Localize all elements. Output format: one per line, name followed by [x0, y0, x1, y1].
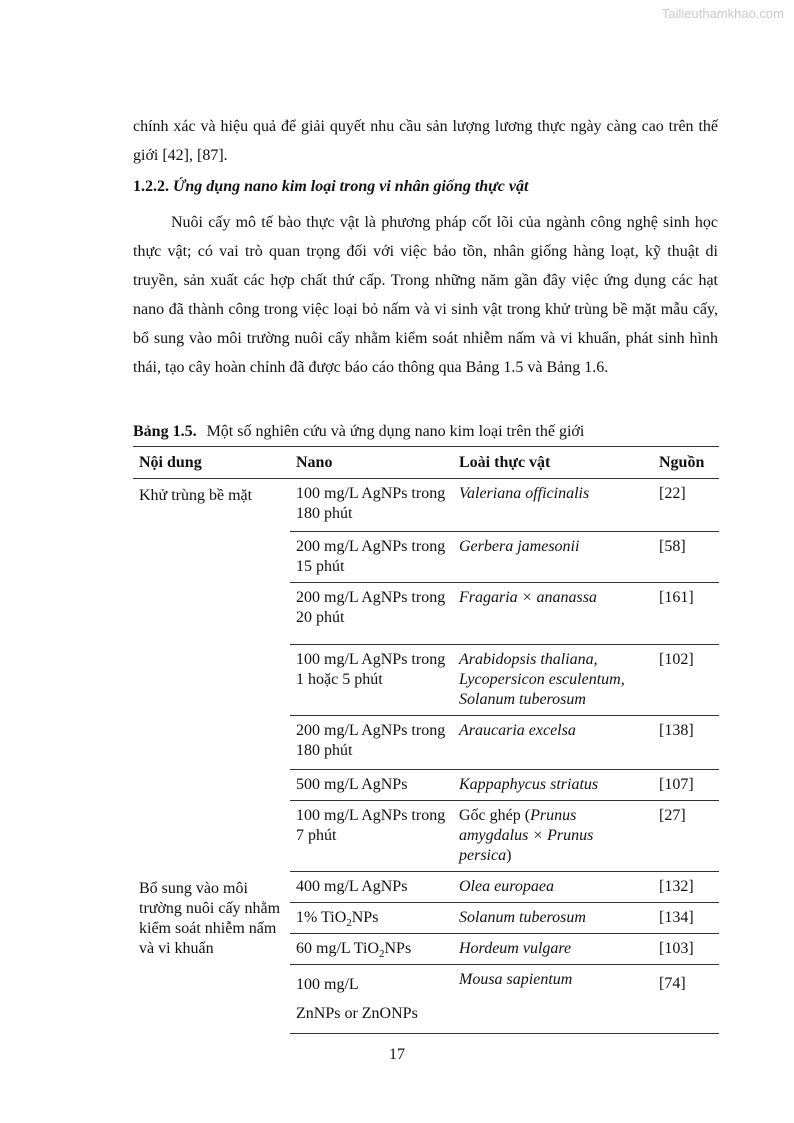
species-cell: Araucaria excelsa [453, 716, 653, 770]
species-cell: Arabidopsis thaliana, Lycopersicon esculentum, Solanum tuberosum [453, 645, 653, 716]
nano-suffix: NPs [384, 940, 412, 957]
species-name: Prunus amygdalus × Prunus persica [459, 807, 594, 864]
nano-cell [290, 903, 453, 934]
section-content: Khử trùng bề mặt [139, 487, 253, 504]
nano-cell: 100 mg/L AgNPs trong 1 hoặc 5 phút [290, 645, 453, 716]
section-heading [133, 173, 718, 201]
table-caption [133, 421, 718, 443]
source-cell: [138] [653, 716, 719, 770]
watermark: Tailieuthamkhao.com [661, 6, 784, 21]
source-cell: [107] [653, 770, 719, 801]
nano-cell: 200 mg/L AgNPs trong 20 phút [290, 583, 453, 645]
species-cell: Hordeum vulgare [453, 934, 653, 965]
nano-cell: 100 mg/L AgNPs trong 180 phút [290, 479, 453, 532]
species-prefix: Gốc ghép ( [459, 807, 531, 824]
header-source: Nguồn [653, 447, 719, 479]
source-cell: [74] [653, 965, 719, 1034]
source-cell: [22] [653, 479, 719, 532]
species-suffix: ) [506, 847, 512, 864]
nano-cell [290, 965, 453, 1034]
section-number: 1.2.2. [133, 178, 169, 195]
nano-cell: 100 mg/L AgNPs trong 7 phút [290, 801, 453, 872]
source-cell: [134] [653, 903, 719, 934]
source-cell: [102] [653, 645, 719, 716]
nano-subscript: 2 [346, 917, 352, 930]
nano-subscript: 2 [379, 948, 385, 961]
nano-suffix: NPs [351, 909, 379, 926]
species-cell: Gerbera jamesonii [453, 532, 653, 583]
nano-cell: 500 mg/L AgNPs [290, 770, 453, 801]
table-label: Bảng 1.5. [133, 423, 197, 440]
nano-cell: 200 mg/L AgNPs trong 15 phút [290, 532, 453, 583]
nano-cell: 400 mg/L AgNPs [290, 872, 453, 903]
nano-cell [290, 934, 453, 965]
table-row [133, 479, 719, 532]
paragraph-body: Nuôi cấy mô tế bào thực vật là phương pháp cốt lõi của ngành công nghệ sinh học thực vật; có vai trò quan trọng đối với việc bảo tồn, nhân giống hàng loạt, kỹ thuật di truyền, sản xuất các hợp chất thứ cấp. Trong những năm gần đây việc ứng dụng các hạt nano đã thành công trong việc loại bỏ nấm và vi sinh vật trong khử trùng bề mặt mẫu cấy, bổ sung vào môi trường nuôi cấy nhằm kiểm soát nhiễm nấm và vi khuẩn, phát sinh hình thái, tạo cây hoàn chỉnh đã được báo cáo thông qua Bảng 1.5 và Bảng 1.6. [133, 214, 718, 376]
table-row [133, 872, 719, 903]
paragraph-intro: chính xác và hiệu quả để giải quyết nhu cầu sản lượng lương thực ngày càng cao trên thế giới [42], [87]. [133, 118, 718, 164]
section-content: Bổ sung vào môi trường nuôi cấy nhằm kiểm soát nhiễm nấm và vi khuẩn [139, 879, 281, 957]
source-cell: [103] [653, 934, 719, 965]
header-species: Loài thực vật [453, 447, 653, 479]
species-cell: Fragaria × ananassa [453, 583, 653, 645]
nano-applications-table [133, 446, 719, 1034]
section-title: Ứng dụng nano kim loại trong vi nhân giống thực vật [173, 178, 529, 195]
nano-line-1: 100 mg/L [296, 976, 359, 993]
source-cell: [132] [653, 872, 719, 903]
header-nano: Nano [290, 447, 453, 479]
table-header-row [133, 447, 719, 479]
species-cell: Mousa sapientum [453, 965, 653, 1034]
source-cell: [161] [653, 583, 719, 645]
page-number: 17 [389, 1046, 405, 1063]
header-content: Nội dung [133, 447, 290, 479]
source-cell: [58] [653, 532, 719, 583]
species-cell: Olea europaea [453, 872, 653, 903]
species-cell: Valeriana officinalis [453, 479, 653, 532]
nano-prefix: 1% TiO [296, 909, 347, 926]
nano-line-2: ZnNPs or ZnONPs [296, 1005, 418, 1022]
nano-cell: 200 mg/L AgNPs trong 180 phút [290, 716, 453, 770]
species-cell: Kappaphycus striatus [453, 770, 653, 801]
table-title: Một số nghiên cứu và ứng dụng nano kim loại trên thế giới [206, 423, 585, 440]
species-cell: Solanum tuberosum [453, 903, 653, 934]
source-cell: [27] [653, 801, 719, 872]
species-cell [453, 801, 653, 872]
nano-prefix: 60 mg/L TiO [296, 940, 379, 957]
